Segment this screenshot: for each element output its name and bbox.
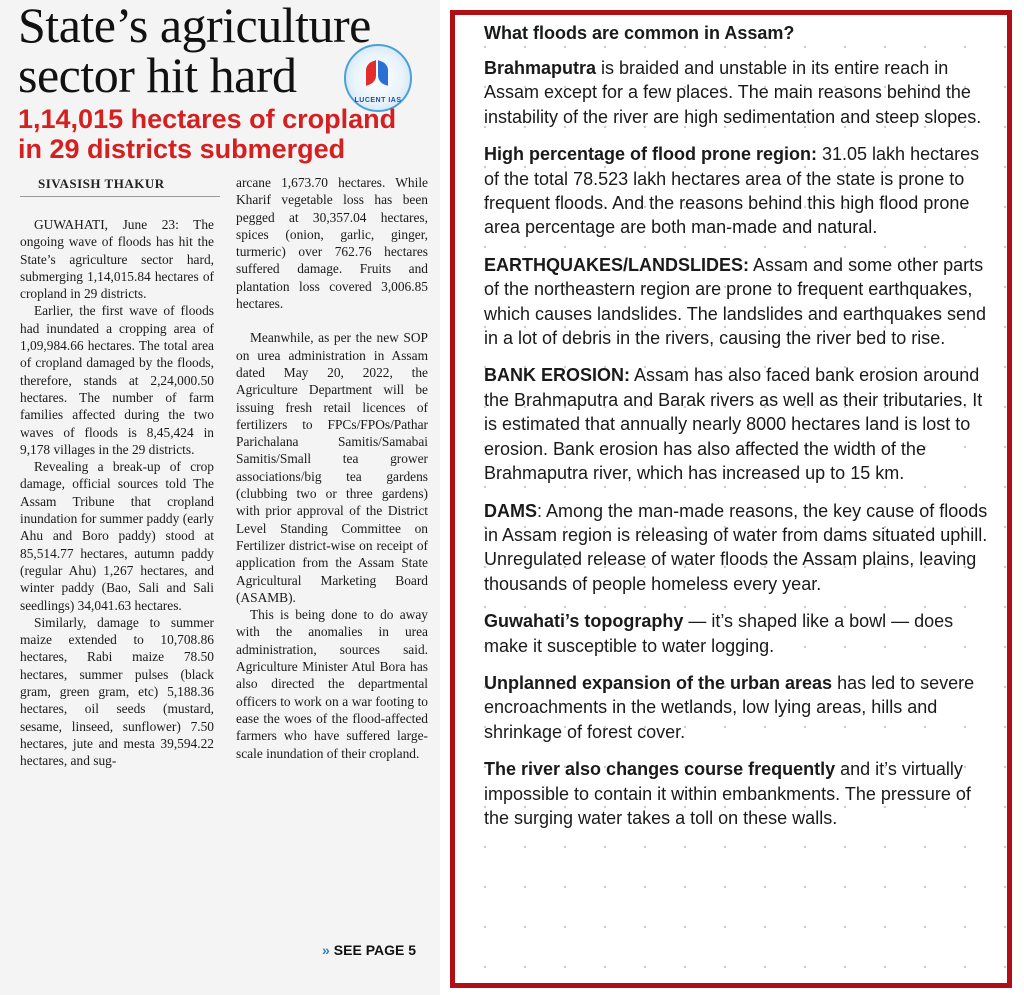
box-item-text: has led to severe encroachments in the wetlands, low lying areas, hills and shrinkage of forest cover.	[484, 672, 975, 742]
box-item-heading: High percentage of flood prone region:	[484, 144, 817, 165]
box-item	[484, 499, 996, 597]
logo-text: LUCENT IAS	[354, 97, 402, 104]
box-item-heading: The river also changes course frequently	[484, 759, 836, 780]
box-item	[484, 671, 996, 744]
box-item-text: — it’s shaped like a bowl — does make it susceptible to water logging.	[484, 611, 954, 656]
byline-divider	[20, 196, 220, 197]
article-paragraph: GUWAHATI, June 23: The ongoing wave of floods has hit the State’s agriculture sector hard, submerging 1,14,015.84 hectares of cropland in 29 districts.	[20, 217, 214, 302]
article-paragraph: Revealing a break-up of crop damage, official sources told The Assam Tribune that cropland inundation for summer paddy (early Ahu and Boro paddy) stood at 85,514.77 hectares, autumn paddy (regular Ahu) 1,267 hectares, and winter paddy (Bao, Sali and Sali seedlings) 34,041.63 hectares.	[20, 459, 214, 613]
box-item	[484, 253, 996, 351]
article-paragraph: arcane 1,673.70 hectares. While Kharif vegetable loss has been pegged at 30,357.04 hectares, spices (onion, garlic, ginger, turmeric) over 762.76 hectares suffered damage. Fruits and plantation loss covered 3,006.85 hectares.	[236, 175, 428, 312]
newspaper-clipping	[0, 0, 440, 995]
subheadline-line-1: 1,14,015 hectares of cropland	[18, 104, 397, 134]
box-item-heading: Unplanned expansion of the urban areas	[484, 672, 833, 693]
box-item-text: is braided and unstable in its entire reach in Assam except for a few places. The main reasons behind the instability of the river are high sedimentation and steep slopes.	[484, 58, 982, 127]
see-page-link[interactable]	[322, 942, 416, 958]
box-item	[484, 56, 996, 129]
box-item	[484, 363, 996, 485]
box-item-heading: Guwahati’s topography	[484, 611, 684, 632]
headline-line-1: State’s agriculture	[18, 0, 371, 53]
byline: SIVASISH THAKUR	[38, 176, 165, 191]
see-page-label: SEE PAGE 5	[333, 942, 417, 958]
logo-book-right-icon	[378, 60, 388, 86]
box-item-heading: EARTHQUAKES/LANDSLIDES:	[484, 254, 750, 275]
box-item-heading: Brahmaputra	[484, 58, 597, 78]
article-headline	[18, 0, 371, 103]
article-column-2	[236, 174, 428, 762]
headline-line-2: sector hit hard	[18, 47, 297, 103]
article-paragraph: Similarly, damage to summer maize extended to 10,708.86 hectares, Rabi maize 78.50 hectares, summer pulses (black gram, green gram, etc) 5,188.36 hectares, oil seeds (mustard, sesame, linseed, sunflower) 7.50 hectares, jute and mesta 39,594.22 hectares, and sug-	[20, 614, 214, 769]
lucent-ias-logo	[344, 44, 412, 112]
box-item	[484, 609, 996, 658]
double-chevron-right-icon: »	[322, 942, 330, 958]
box-title: What floods are common in Assam?	[484, 23, 795, 43]
box-item-heading: DAMS	[484, 500, 537, 521]
article-paragraph: Earlier, the first wave of floods had inundated a cropping area of 1,09,984.66 hectares. The total area of cropland damaged by the floods, therefore, stands at 2,24,000.50 hectares. The number of farm families affected during the two waves of floods is 8,45,424 in 9,178 villages in the 29 districts.	[20, 303, 214, 457]
flood-facts-content	[484, 20, 996, 843]
box-item-heading: BANK EROSION:	[484, 365, 631, 386]
article-column-1	[20, 216, 214, 770]
box-item-text: 31.05 lakh hectares of the total 78.523 lakh hectares area of the state is prone to frequent floods. And the reasons behind this high flood prone area percentage are both man-made and natural.	[484, 144, 980, 238]
article-paragraph: This is being done to do away with the anomalies in urea administration, sources said. Agriculture Minister Atul Bora has also directed the departmental officers to work on a war footing to ease the woes of the flood-affected farmers who have suffered large-scale inundation of their cropland.	[236, 607, 428, 761]
box-item-text: Assam has also faced bank erosion around the Brahmaputra and Barak rivers as well as their tributaries. It is estimated that annually nearly 8000 hectares land is lost to erosion. Bank erosion has also affected the width of the Brahmaputra river, which has increased up to 15 km.	[484, 365, 983, 484]
article-paragraph: Meanwhile, as per the new SOP on urea administration in Assam dated May 20, 2022, the Agriculture Department will be issuing fresh retail licences of fertilizers to FPCs/FPOs/Pathar Parichalana Samitis/Samabai Samitis/Small tea grower associations/big tea gardens (clubbing two or three gardens) with prior approval of the District Level Standing Committee on Fertilizer district-wise on receipt of application from the Assam State Agricultural Marketing Board (ASAMB).	[236, 330, 428, 605]
article-subheadline	[18, 104, 396, 164]
box-item	[484, 757, 996, 830]
box-item	[484, 142, 996, 240]
box-item-text: and it’s virtually impossible to contain it within embankments. The pressure of the surging water takes a toll on these walls.	[484, 759, 971, 828]
logo-book-left-icon	[366, 60, 376, 86]
subheadline-line-2: in 29 districts submerged	[18, 134, 346, 164]
box-item-text: Assam and some other parts of the northeastern region are prone to frequent earthquakes, which causes landslides. The landslides and earthquakes send in a lot of debris in the rivers, causing the river bed to rise.	[484, 254, 986, 349]
box-item-text: : Among the man-made reasons, the key cause of floods in Assam region is releasing of water from dams situated uphill. Unregulated release of water floods the Assam plains, leaving thousands of people homeless every year.	[484, 500, 988, 594]
